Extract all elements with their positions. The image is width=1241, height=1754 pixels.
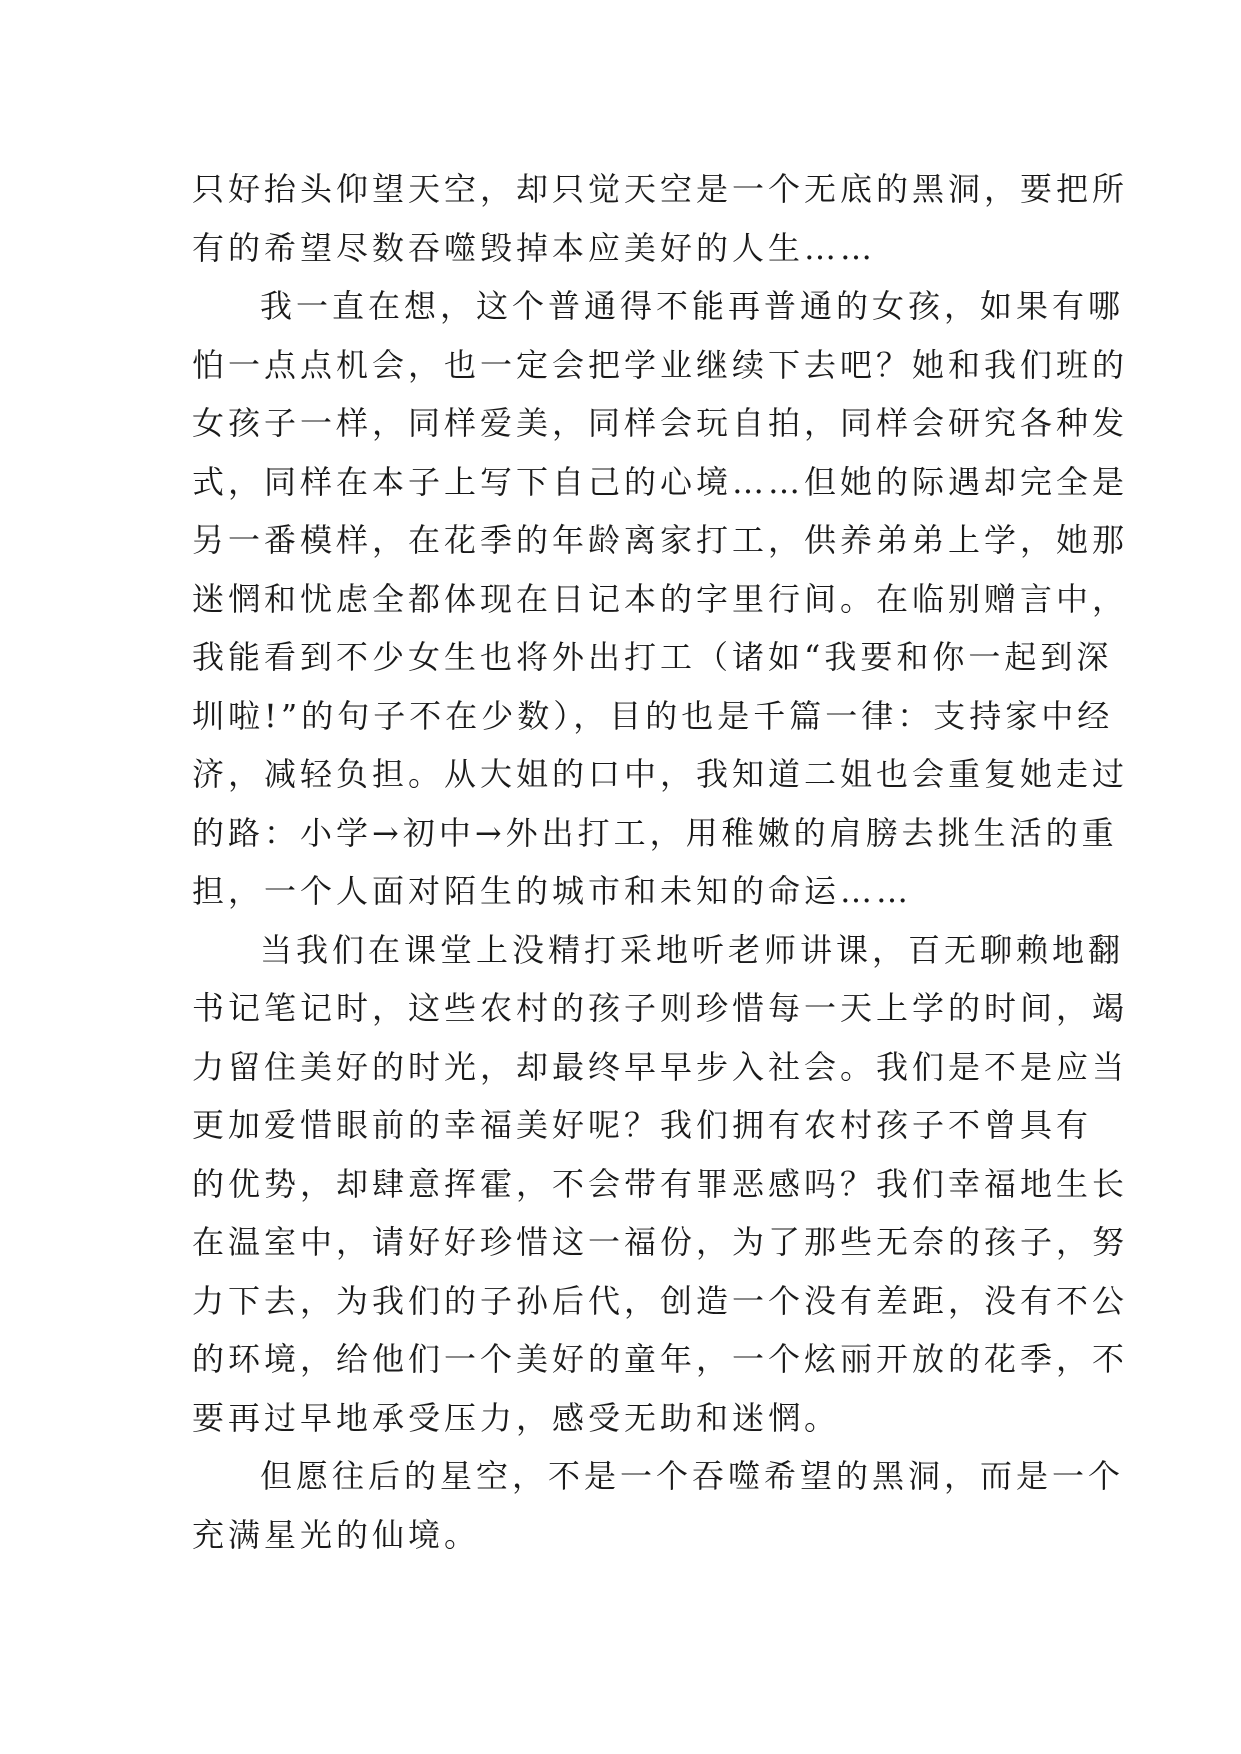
text-line: 在温室中，请好好珍惜这一福份，为了那些无奈的孩子，努 [192,1223,1129,1261]
paragraph [192,921,1129,1448]
text-line: 力下去，为我们的子孙后代，创造一个没有差距，没有不公 [192,1281,1129,1320]
paragraph [192,160,1129,277]
text-line: 另一番模样，在花季的年龄离家打工，供养弟弟上学，她那 [192,521,1129,559]
text-line: 的路：小学→初中→外出打工，用稚嫩的肩膀去挑生活的重 [192,813,1118,852]
text-line: 当我们在课堂上没精打采地听老师讲课，百无聊赖地翻 [260,930,1125,969]
document-body [192,160,1129,1564]
text-line: 力留住美好的时光，却最终早早步入社会。我们是不是应当 [192,1047,1129,1086]
paragraph [192,277,1129,921]
text-line: 担，一个人面对陌生的城市和未知的命运…… [192,872,913,910]
text-line: 只好抬头仰望天空，却只觉天空是一个无底的黑洞，要把所 [192,170,1129,208]
text-line: 怕一点点机会，也一定会把学业继续下去吧？她和我们班的 [192,345,1129,384]
text-line: 圳啦!”的句子不在少数），目的也是千篇一律：支持家中经 [192,696,1114,735]
text-line: 济，减轻负担。从大姐的口中，我知道二姐也会重复她走过 [192,755,1129,793]
paragraph [192,1447,1125,1564]
text-line: 更加爱惜眼前的幸福美好呢？我们拥有农村孩子不曾具有 [192,1106,1093,1144]
text-line: 式，同样在本子上写下自己的心境……但她的际遇却完全是 [192,462,1129,501]
text-line: 但愿往后的星空，不是一个吞噬希望的黑洞，而是一个 [260,1457,1125,1495]
text-line: 充满星光的仙境。 [192,1515,481,1554]
text-line: 的优势，却肆意挥霍，不会带有罪恶感吗？我们幸福地生长 [192,1164,1129,1203]
text-line: 女孩子一样，同样爱美，同样会玩自拍，同样会研究各种发 [192,404,1129,442]
text-line: 我一直在想，这个普通得不能再普通的女孩，如果有哪 [260,287,1125,325]
text-line: 有的希望尽数吞噬毁掉本应美好的人生…… [192,228,877,267]
text-line: 要再过早地承受压力，感受无助和迷惘。 [192,1398,841,1437]
text-line: 书记笔记时，这些农村的孩子则珍惜每一天上学的时间，竭 [192,989,1129,1027]
text-line: 的环境，给他们一个美好的童年，一个炫丽开放的花季，不 [192,1340,1129,1378]
text-line: 迷惘和忧虑全都体现在日记本的字里行间。在临别赠言中， [192,579,1129,618]
text-line: 我能看到不少女生也将外出打工（诸如“我要和你一起到深 [192,638,1113,676]
